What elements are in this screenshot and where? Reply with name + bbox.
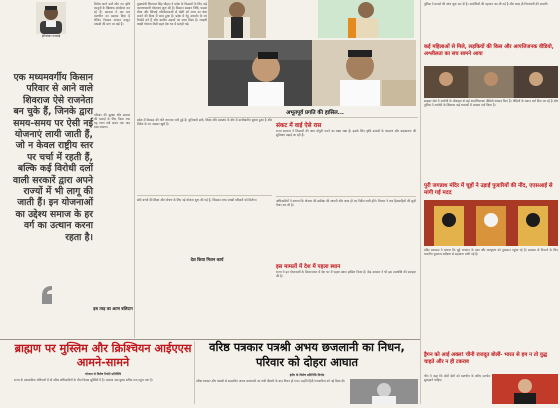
shivraj-photo-top	[208, 0, 266, 38]
china-envoy-photo	[492, 374, 558, 404]
columnist-caption: हरिशंकर परसाई	[41, 34, 61, 38]
quote-mark-icon	[38, 282, 62, 306]
columnist-photo	[36, 2, 66, 34]
right-top-body: पुलिस ने मामले की जांच शुरू कर दी है। आरोपियों की पहचान कर ली गई है और जल्द ही गिरफ्तारी की जाएगी।	[424, 2, 549, 6]
temple-photo	[424, 200, 558, 246]
right-divider	[420, 0, 421, 404]
photo-caption: अभूतपूर्व प्रगति की हासिल...	[286, 110, 344, 116]
right-body-1: साइबर सेल ने आरोपी के मोबाइल से कई आपत्तिजनक वीडियो बरामद किए हैं। पीड़ितों के बयान दर्ज किए जा रहे हैं और पुलिस ने आरोपी के खिलाफ कई धाराओं में मामला दर्ज किया है।	[424, 99, 559, 108]
right-headline-2: पुरी जगन्नाथ मंदिर में चूहों ने उड़ाई पुजारियों की नींद, एएसआई से मांगी गई मदद	[424, 183, 553, 196]
crisis-body: राज्य सरकार ने किसानों की आय दोगुनी करने का लक्ष्य रखा है। इसके लिए कृषि उत्पादों के भंडारण और प्रसंस्करण की सुविधाएं बढ़ाई जा रही हैं।	[276, 129, 417, 138]
right-headline-3: ड्रैगन को आई अक्ल! चीनी राजदूत बोलीं- भारत से हम न तो युद्ध चाहते और न ही टकराव	[424, 352, 548, 365]
center-bottom-body-2	[137, 264, 272, 320]
left-bottom-body: परिवार की सुरक्षा और समाज की भलाई के लिए किया गया यह त्याग लंबे समय तक याद रखा जाएगा।	[94, 113, 131, 130]
center-subhead: देश किया मिशन कार्य	[190, 257, 224, 262]
bottom-center-headline: वरिष्ठ पत्रकार पत्रश्री अभय छजलानी का निधन, परिवार को दोहरा आघात	[209, 340, 405, 370]
section-rule	[137, 195, 272, 196]
center-article2-body: प्रदेश में विकास की गति लगातार बनी हुई है। बुनियादी ढांचे, शिक्षा और स्वास्थ्य के क्षेत्र में उल्लेखनीय सुधार हुआ है और निवेश के नए अवसर खुले हैं।	[137, 118, 273, 127]
right-photo-1	[424, 66, 558, 98]
bottom-divider	[194, 341, 195, 404]
story-rule	[276, 196, 416, 197]
column-divider	[134, 0, 135, 338]
chhajlani-photo	[350, 379, 418, 404]
bottom-left-byline: भोपाल से विशेष रिपोर्ट प्रतिनिधि	[84, 372, 122, 376]
shivraj-photo-right	[312, 40, 416, 106]
bottom-left-headline: ब्राह्मण पर मुस्लिम और क्रिश्चियन आईएएस आमने-सामने	[14, 342, 192, 369]
story-heading: इस मामलों में देश में पहला स्थान	[276, 264, 341, 270]
left-bottom-heading: इस तरह का आत्म बलिदान	[93, 306, 133, 311]
crisis-heading: संकट में वाई ऐसे रास	[276, 123, 322, 129]
story-body: अधिकारियों ने बताया कि योजना की समीक्षा की जाएगी और जल्द ही नए निर्देश जारी होंगे। विभाग ने पात्र हितग्राहियों की सूची तैयार कर ली है।	[276, 199, 417, 208]
story-body-2: राज्य ने इन योजनाओं के क्रियान्वयन में देश भर में पहला स्थान हासिल किया है। केंद्र सरकार ने भी इस उपलब्धि की सराहना की है।	[276, 270, 417, 279]
center-article-body: मुख्यमंत्री शिवराज सिंह चौहान ने प्रदेश के किसानों के लिए कई कल्याणकारी योजनाएं शुरू की हैं। किसान सम्मान निधि, फसल बीमा और सिंचाई परियोजनाओं से खेती को लाभ का धंधा बनाने की दिशा में काम हुआ है। प्रदेश में गेहूं उपार्जन के नए रिकॉर्ड बने हैं और ग्रामीण सड़कों का जाल बिछा है। लाड़ली लक्ष्मी योजना जैसी पहल देश भर में सराही गई।	[137, 2, 207, 27]
left-bottom-body-2	[94, 313, 130, 335]
shivraj-photo-left	[208, 40, 312, 106]
right-headline-1: कई महिलाओं से मिले, लड़कियों की किस और आपत्तिजनक वीडियो, अश्लीलता का सच सामने आया	[424, 44, 554, 57]
center-bottom-body: छोटे बच्चों की शिक्षा और पोषण के लिए नई योजना शुरू की गई है, जिसका लाभ लाखों परिवारों को मिलेगा।	[137, 198, 257, 202]
right-body-3: चीन ने कहा कि दोनों देशों को बातचीत के जरिए मतभेद सुलझाने चाहिए।	[424, 374, 491, 383]
left-pullquote: एक मध्यमवर्गीय किसान परिवार से आने वाले शिवराज ऐसे राजनेता बन चुके हैं, जिनके द्वारा समय-समय पर ऐसी नई योजनाएं लायी जाती हैं, जो न केवल राष्ट्रीय स्तर पर चर्चा में रहती हैं, बल्कि कई विरोधी दलों वाली सरकारें द्वारा अपने राज्यों में भी लागू की जाती हैं। इन योजनाओं का उद्देश्य समाज के हर वर्ग का उत्थान करना रहता है।	[13, 72, 93, 243]
bottom-center-body: वरिष्ठ पत्रकार और पद्मश्री से सम्मानित अभय छजलानी का लंबी बीमारी के बाद निधन हो गया। उन्होंने हिंदी पत्रकारिता को नई दिशा दी।	[196, 379, 345, 383]
leader-photo-top-right	[318, 0, 414, 38]
right-body-2: मंदिर प्रशासन ने बताया कि चूहे भगवान के वस्त्र और आभूषण को नुकसान पहुंचा रहे हैं। समस्या से निपटने के लिए भारतीय पुरातत्व सर्वेक्षण से सहायता मांगी गई है।	[424, 248, 559, 257]
bottom-left-body: राज्य के प्रशासनिक गलियारों में दो वरिष्ठ अधिकारियों के बीच विवाद सुर्खियों में है। मामला अब मुख्य सचिव तक पहुंच गया है।	[14, 378, 153, 382]
bottom-center-byline: इंदौर के विशेष प्रतिनिधि विनोद	[289, 373, 325, 377]
left-body-top: विरोध करने वाले लोग नए कृषि कानूनों के खिलाफ आंदोलन कर रहे हैं। सरकार ने बार बार बातचीत का प्रस्ताव दिया है लेकिन किसान संगठन कानून वापसी की मांग पर अड़े हैं।	[94, 2, 131, 27]
